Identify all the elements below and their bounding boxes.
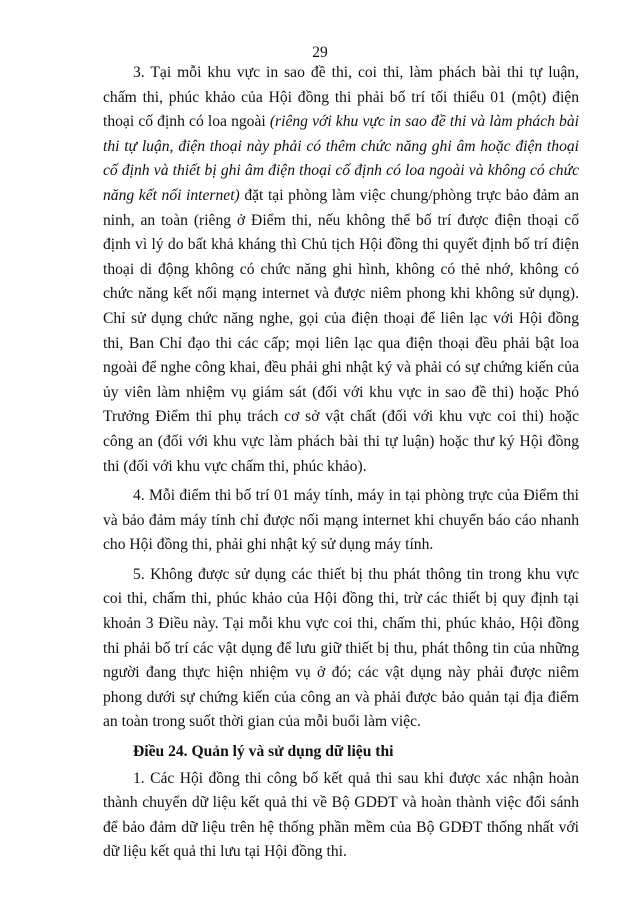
page-number: 29 [312, 44, 328, 61]
paragraph-article-24-clause-1: 1. Các Hội đồng thi công bố kết quả thi sau khi được xác nhận hoàn thành chuyển dữ liệu kết quả thi về Bộ GDĐT và hoàn thành việc đối sánh để bảo đảm dữ liệu trên hệ thống phần mềm của Bộ GDĐT thống nhất với dữ liệu kết quả thi lưu tại Hội đồng thi. [103, 769, 579, 861]
paragraph-clause-3 [103, 61, 579, 479]
clause-3-text-start: 3. Tại mỗi khu vực in sao đề thi, coi thi, làm phách bài thi tự luận, chấm thi, phúc khảo của Hội đồng thi phải bố trí tối thiểu 01 (một) điện thoại cố định có loa ngoài [103, 64, 579, 131]
document-body [103, 61, 579, 870]
clause-3-text-end: đặt tại phòng làm việc chung/phòng trực bảo đảm an ninh, an toàn (riêng ở Điểm thi, nếu không thể bố trí được điện thoại cố định vì lý do bất khả kháng thì Chủ tịch Hội đồng thi quyết định bố trí điện thoại di động không có chức năng ghi hình, không có thẻ nhớ, không có chức năng kết nối mạng internet và được niêm phong khi không sử dụng). Chỉ sử dụng chức năng nghe, gọi của điện thoại để liên lạc với Hội đồng thi, Ban Chỉ đạo thi các cấp; mọi liên lạc qua điện thoại đều phải bật loa ngoài để nghe công khai, đều phải ghi nhật ký và phải có sự chứng kiến của ủy viên làm nhiệm vụ giám sát (đối với khu vực in sao đề thi) hoặc Phó Trưởng Điểm thi phụ trách cơ sở vật chất (đối với khu vực coi thi) hoặc công an (đối với khu vực làm phách bài thi tự luận) hoặc thư ký Hội đồng thi (đối với khu vực chấm thi, phúc khảo). [103, 186, 579, 475]
paragraph-clause-4: 4. Mỗi điểm thi bố trí 01 máy tính, máy in tại phòng trực của Điểm thi và bảo đảm máy tính chỉ được nối mạng internet khi chuyển báo cáo nhanh cho Hội đồng thi, phải ghi nhật ký sử dụng máy tính. [103, 487, 579, 554]
paragraph-clause-5: 5. Không được sử dụng các thiết bị thu phát thông tin trong khu vực coi thi, chấm thi, phúc khảo của Hội đồng thi, trừ các thiết bị quy định tại khoản 3 Điều này. Tại mỗi khu vực coi thi, chấm thi, phúc khảo, Hội đồng thi phải bố trí các vật dụng để lưu giữ thiết bị thu, phát thông tin của những người đang thực hiện nhiệm vụ ở đó; các vật dụng này phải được niêm phong dưới sự chứng kiến của công an và phải được bảo quản tại địa điểm an toàn trong suốt thời gian của mỗi buổi làm việc. [103, 565, 579, 731]
clause-3-italic-note: (riêng với khu vực in sao đề thi và làm phách bài thi tự luận, điện thoại này phải có thêm chức năng ghi âm hoặc điện thoại cố định và thiết bị ghi âm điện thoại cố định có loa ngoài và không có chức năng kết nối internet) [103, 113, 579, 204]
article-24-heading: Điều 24. Quản lý và sử dụng dữ liệu thi [133, 743, 394, 761]
